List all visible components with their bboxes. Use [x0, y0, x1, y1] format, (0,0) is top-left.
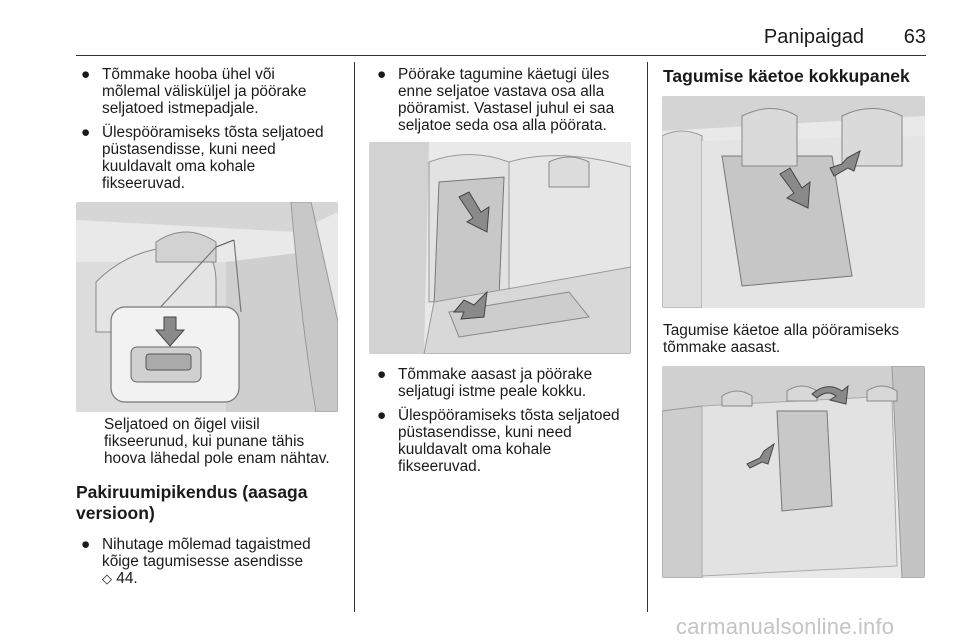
instruction-bullet — [372, 407, 640, 475]
instruction-bullet — [372, 366, 640, 400]
instruction-bullet — [76, 124, 346, 192]
instruction-text — [663, 322, 928, 356]
rear-seatback-fold-illustration — [369, 142, 631, 354]
column-divider-1 — [354, 62, 355, 612]
bullet-dot: ● — [81, 124, 91, 141]
bullet-dot: ● — [377, 66, 387, 83]
page-number: 63 — [903, 26, 926, 48]
text-line: seljatugi istme peale kokku. — [398, 383, 587, 400]
text-line: enne seljatoe vastava osa alla — [398, 83, 605, 100]
text-line: Tõmmake aasast ja pöörake — [398, 366, 593, 383]
text-line: versioon) — [76, 503, 155, 523]
text-line: kuuldavalt oma kohale — [398, 441, 552, 458]
text-line: tõmmake aasast. — [663, 339, 781, 356]
text-line: seljatoed istmepadjale. — [102, 100, 259, 117]
section-subheading: Tagumise käetoe kokkupanek — [663, 66, 910, 86]
column-1-lower — [76, 416, 346, 587]
page-reference — [102, 570, 346, 587]
page-reference-number: 44. — [116, 570, 138, 587]
text-line: fikseeruvad. — [102, 175, 185, 192]
column-2-lower — [372, 366, 640, 475]
header-rule — [76, 55, 926, 56]
text-line: Pöörake tagumine käetugi üles — [398, 66, 610, 83]
column-3-middle — [663, 322, 928, 356]
column-3 — [663, 66, 928, 87]
text-line: pööramist. Vastasel juhul ei saa — [398, 100, 615, 117]
text-line: Seljatoed on õigel viisil — [104, 416, 260, 433]
text-line: Ülespööramiseks tõsta seljatoed — [102, 124, 324, 141]
bullet-dot: ● — [377, 407, 387, 424]
section-title: Panipaigad — [763, 26, 864, 48]
illustration-caption — [76, 416, 346, 467]
text-line: Ülespööramiseks tõsta seljatoed — [398, 407, 620, 424]
text-line: Tagumise käetoe alla pööramiseks — [663, 322, 900, 339]
text-line: mõlemal välisküljel ja pöörake — [102, 83, 307, 100]
column-1 — [76, 66, 346, 192]
cargo-area-illustration — [662, 366, 925, 578]
watermark: carmanualsonline.info — [676, 614, 895, 639]
text-line: püstasendisse, kuni need — [102, 141, 276, 158]
bullet-dot: ● — [81, 66, 91, 83]
text-line: kõige tagumisesse asendisse — [102, 553, 304, 570]
bullet-dot: ● — [81, 536, 91, 553]
text-line: seljatoe seda osa alla pöörata. — [398, 117, 607, 134]
text-line: kuuldavalt oma kohale — [102, 158, 256, 175]
text-line: fikseerunud, kui punane tähis — [104, 433, 305, 450]
text-line: Nihutage mõlemad tagaistmed — [102, 536, 311, 553]
instruction-bullet — [372, 66, 640, 134]
instruction-bullet — [76, 66, 346, 117]
page-header — [76, 26, 926, 54]
column-2 — [372, 66, 640, 134]
page-reference-icon: ◇ — [102, 571, 112, 586]
text-line: Tõmmake hooba ühel või — [102, 66, 275, 83]
instruction-bullet — [76, 536, 346, 587]
text-line: püstasendisse, kuni need — [398, 424, 572, 441]
column-divider-2 — [647, 62, 648, 612]
text-line: fikseeruvad. — [398, 458, 481, 475]
text-line: Pakiruumipikendus (aasaga — [76, 482, 308, 502]
text-line: hoova lähedal pole enam nähtav. — [104, 450, 330, 467]
armrest-fold-illustration — [662, 96, 925, 308]
section-subheading — [76, 482, 346, 524]
bullet-dot: ● — [377, 366, 387, 383]
seat-release-lever-illustration — [76, 202, 338, 412]
